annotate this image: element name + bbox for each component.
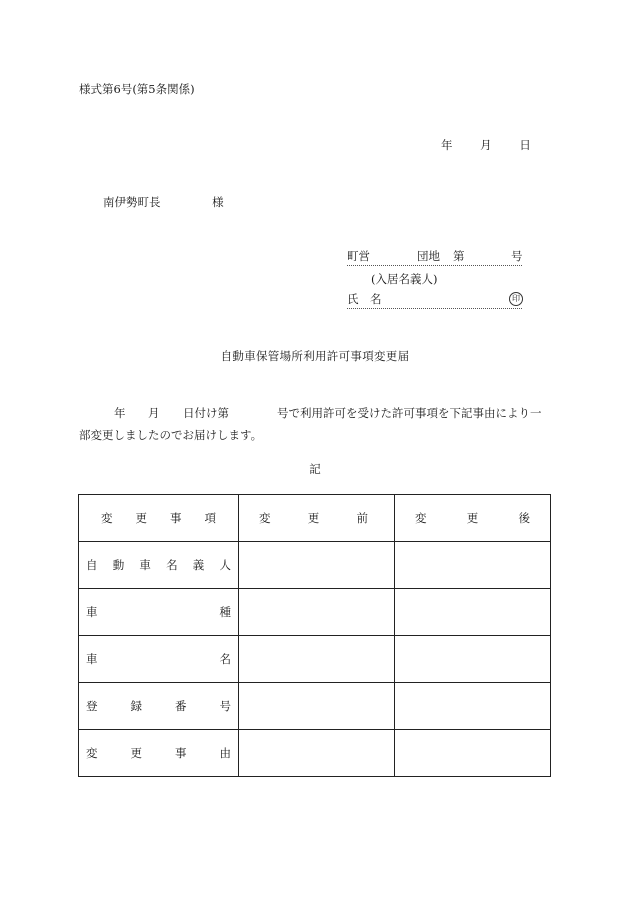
applicant-name-line: [347, 291, 522, 309]
table-row: [79, 589, 551, 636]
row-label-char: 義: [192, 558, 205, 572]
row-label-jiyu: [79, 730, 239, 777]
row-label-char: 名: [219, 652, 231, 666]
row-label-char: 番: [175, 699, 187, 713]
applicant-name-label: 氏 名: [347, 292, 382, 306]
row-label-char: 号: [219, 699, 231, 713]
row-label-char: 車: [86, 605, 98, 619]
header-char: 更: [466, 511, 479, 525]
applicant-dai: 第: [453, 249, 465, 263]
row-label-shashu: [79, 589, 239, 636]
seal-icon: 印: [509, 292, 523, 306]
row-label-char: 名: [166, 558, 178, 572]
cell-after[interactable]: [395, 542, 551, 589]
applicant-meigi-label: (入居名義人): [371, 272, 438, 286]
row-label-char: 変: [86, 746, 98, 760]
header-char: 変: [415, 511, 427, 525]
change-table: [78, 494, 551, 777]
body-tsuki: 月: [148, 406, 160, 420]
row-label-toroku: [79, 683, 239, 730]
table-row: [79, 542, 551, 589]
cell-before[interactable]: [239, 542, 395, 589]
body-rest: 号で利用許可を受けた許可事項を下記事由により一: [277, 406, 542, 420]
header-char: 更: [307, 511, 320, 525]
ki-heading: 記: [309, 462, 321, 476]
header-char: 更: [135, 511, 147, 525]
addressee-name: 南伊勢町長: [103, 195, 161, 209]
table-row: [79, 683, 551, 730]
cell-before[interactable]: [239, 589, 395, 636]
row-label-char: 録: [130, 699, 142, 713]
row-label-char: 種: [219, 605, 231, 619]
header-char: 変: [259, 511, 271, 525]
row-label-meigi: [79, 542, 239, 589]
cell-after[interactable]: [395, 683, 551, 730]
date-line: [441, 137, 531, 153]
table-header-row: [79, 495, 551, 542]
cell-after[interactable]: [395, 636, 551, 683]
cell-after[interactable]: [395, 589, 551, 636]
row-label-char: 動: [112, 558, 125, 572]
row-label-char: 更: [130, 746, 142, 760]
cell-before[interactable]: [239, 683, 395, 730]
addressee-honorific: 様: [212, 195, 224, 209]
cell-after[interactable]: [395, 730, 551, 777]
header-henko-go: [395, 495, 551, 542]
row-label-char: 車: [86, 652, 98, 666]
applicant-prefix: 町営: [347, 249, 370, 263]
body-line-2: 部変更しましたのでお届けします。: [79, 428, 263, 442]
header-char: 項: [204, 511, 216, 525]
table-row: [79, 636, 551, 683]
body-nen: 年: [114, 406, 126, 420]
header-char: 事: [170, 511, 182, 525]
header-henko-jiko: [79, 495, 239, 542]
row-label-char: 事: [175, 746, 187, 760]
document-title: 自動車保管場所利用許可事項変更届: [220, 349, 410, 363]
row-label-char: 人: [219, 558, 231, 572]
applicant-danchi: 団地: [417, 249, 440, 263]
header-char: 後: [518, 511, 530, 525]
header-char: 前: [356, 511, 368, 525]
addressee: [103, 194, 224, 210]
form-number: 様式第6号(第5条関係): [79, 82, 195, 96]
row-label-char: 登: [86, 699, 98, 713]
header-henko-mae: [239, 495, 395, 542]
row-label-char: 由: [219, 746, 231, 760]
table-row: [79, 730, 551, 777]
date-month: 月: [480, 138, 492, 152]
row-label-char: 自: [86, 558, 98, 572]
row-label-char: 車: [139, 558, 151, 572]
cell-before[interactable]: [239, 730, 395, 777]
body-hizuke: 日付け第: [183, 406, 229, 420]
date-year: 年: [441, 138, 453, 152]
applicant-address-line: [347, 248, 522, 266]
date-day: 日: [519, 138, 531, 152]
header-char: 変: [101, 511, 113, 525]
cell-before[interactable]: [239, 636, 395, 683]
row-label-shamei: [79, 636, 239, 683]
applicant-go: 号: [511, 249, 523, 263]
